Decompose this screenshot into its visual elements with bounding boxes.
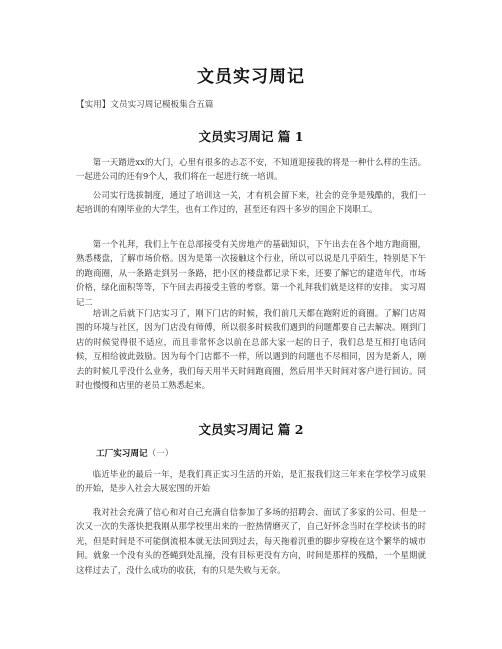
section-1-paragraph-3: 第一个礼拜，我们上午在总部接受有关房地产的基础知识，下午出去在各个地方跑商圈，熟悉楼盘，了解市场价格。因为是第一次接触这个行业，所以可以说是几乎陌生，特别是下午的跑商圈，从一条路走到另一条路，把小区的楼盘都记录下来，还要了解它的建造年代，市场价格，绿化面积等等，下午回去再接受主管的考察。第一个礼拜我们就是这样的安排。 实习周记二: [76, 239, 426, 307]
document-title: 文员实习周记: [197, 67, 305, 87]
section-2-subheading: [96, 447, 173, 459]
section-2-subheading-text: 工厂实习周记: [96, 449, 148, 459]
document-subtitle: 【实用】文员实习周记模板集合五篇: [76, 100, 214, 110]
section-1-heading: 文员实习周记 篇 1: [198, 129, 304, 144]
section-2-paragraph-2: 我对社会充满了信心和对自己充满自信参加了多场的招聘会、面试了多家的公司、但是一次又一次的失落快把我刚从那学校里出来的一腔热情磨灭了，自己好怀念当时在学校读书的时光，但是时间是不可能倒流根本就无法回到过去，每天拖着沉重的脚步穿梭在这个繁华的城市间。就象一个没有头的苍蝇到处乱撞，没有目标更没有方向，时间是那样的残酷，一个星期就这样过去了，没什么成功的收获，有的只是失败与无奈。: [76, 507, 426, 575]
section-1-paragraph-2: 公司实行选拔制度，通过了培训这一关，才有机会留下来，社会的竞争是残酷的，我们一起培训的有刚毕业的大学生，也有工作过的，甚至还有四十多岁的国企下岗职工。: [76, 190, 426, 215]
section-2-subheading-suffix: （一）: [147, 449, 174, 459]
section-2-paragraph-1: 临近毕业的最后一年，是我们真正实习生活的开始，是汇报我们这三年来在学校学习成果的开始，是步入社会大展宏图的开始: [76, 469, 426, 494]
section-1-paragraph-4: 培训之后就下门店实习了，刚下门店的时候，我们前几天都在跑附近的商圈。了解门店周围的环境与社区，因为门店没有师傅，所以很多时候我们遇到的问题都要自己去解决。刚到门店的时候觉得很不适应，而且非常怀念以前在总部大家一起的日子，我们总是互相打电话问候，互相给彼此鼓励。因为每个门店都不一样，所以遇到的问题也不尽相同，因为是新人，刚去的时候几乎没什么业务，我们每天用半天时间跑商圈，然后用半天时间对客户进行回访。同时也慢慢和店里的老员工熟悉起来。: [76, 308, 426, 391]
section-2-heading: 文员实习周记 篇 2: [198, 422, 304, 437]
section-1-paragraph-1: 第一天踏进xx的大门，心里有很多的忐忑不安，不知道迎接我的将是一种什么样的生活。一起进公司的还有9个人，我们将在一起进行统一培训。: [76, 157, 426, 182]
